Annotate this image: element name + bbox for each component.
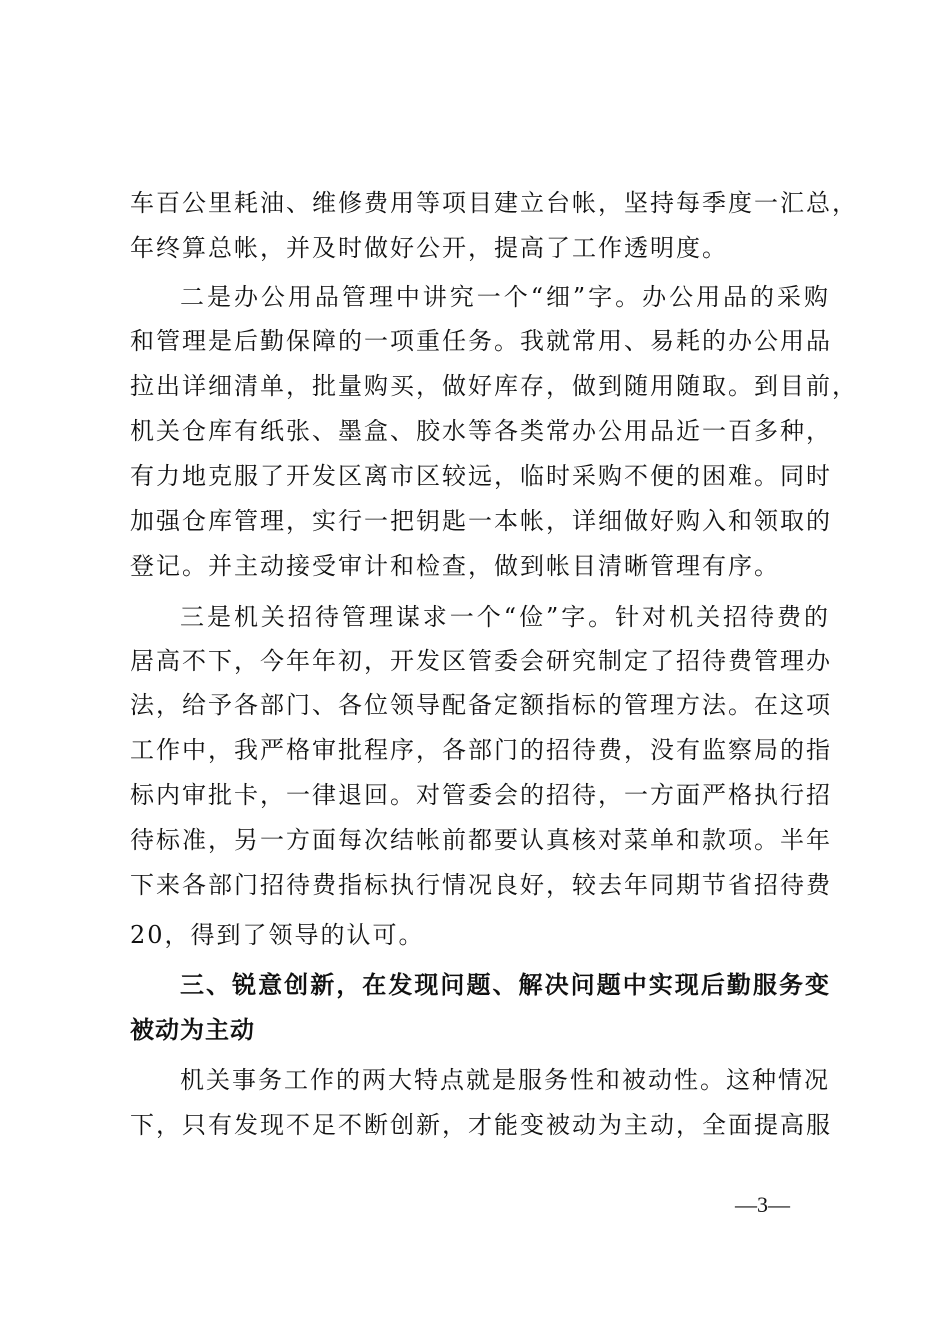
- page-number: —3—: [735, 1192, 790, 1217]
- text-line: 法，给予各部门、各位领导配备定额指标的管理方法。在这项: [130, 691, 832, 719]
- text-line: 拉出详细清单，批量购买，做好库存，做到随用随取。到目前，: [130, 372, 858, 400]
- text-line: 登记。并主动接受审计和检查，做到帐目清晰管理有序。: [130, 552, 780, 580]
- section-heading: 被动为主动: [130, 1016, 255, 1044]
- text-line: 待标准，另一方面每次结帐前都要认真核对菜单和款项。半年: [130, 826, 832, 854]
- text-line: 机关仓库有纸张、墨盒、胶水等各类常办公用品近一百多种，: [130, 417, 832, 445]
- text-line: 机关事务工作的两大特点就是服务性和被动性。这种情况: [180, 1066, 830, 1094]
- text-line: 有力地克服了开发区离市区较远，临时采购不便的困难。同时: [130, 462, 832, 490]
- text-line: 居高不下，今年年初，开发区管委会研究制定了招待费管理办: [130, 647, 832, 675]
- text-line: 二是办公用品管理中讲究一个“细”字。办公用品的采购: [180, 283, 830, 311]
- text-line: 年终算总帐，并及时做好公开，提高了工作透明度。: [130, 234, 728, 262]
- text-line: 标内审批卡，一律退回。对管委会的招待，一方面严格执行招: [130, 781, 832, 809]
- text-line: 下来各部门招待费指标执行情况良好，较去年同期节省招待费: [130, 871, 832, 899]
- text-line: 工作中，我严格审批程序，各部门的招待费，没有监察局的指: [130, 736, 832, 764]
- text-line: 车百公里耗油、维修费用等项目建立台帐，坚持每季度一汇总，: [130, 189, 858, 217]
- text-line: 加强仓库管理，实行一把钥匙一本帐，详细做好购入和领取的: [130, 507, 832, 535]
- text-line: 和管理是后勤保障的一项重任务。我就常用、易耗的办公用品: [130, 327, 832, 355]
- text-line: 下，只有发现不足不断创新，才能变被动为主动，全面提高服: [130, 1111, 832, 1139]
- section-heading: 三、锐意创新，在发现问题、解决问题中实现后勤服务变: [180, 971, 830, 999]
- text-line: 20，得到了领导的认可。: [130, 921, 425, 949]
- text-line: 三是机关招待管理谋求一个“俭”字。针对机关招待费的: [180, 603, 830, 631]
